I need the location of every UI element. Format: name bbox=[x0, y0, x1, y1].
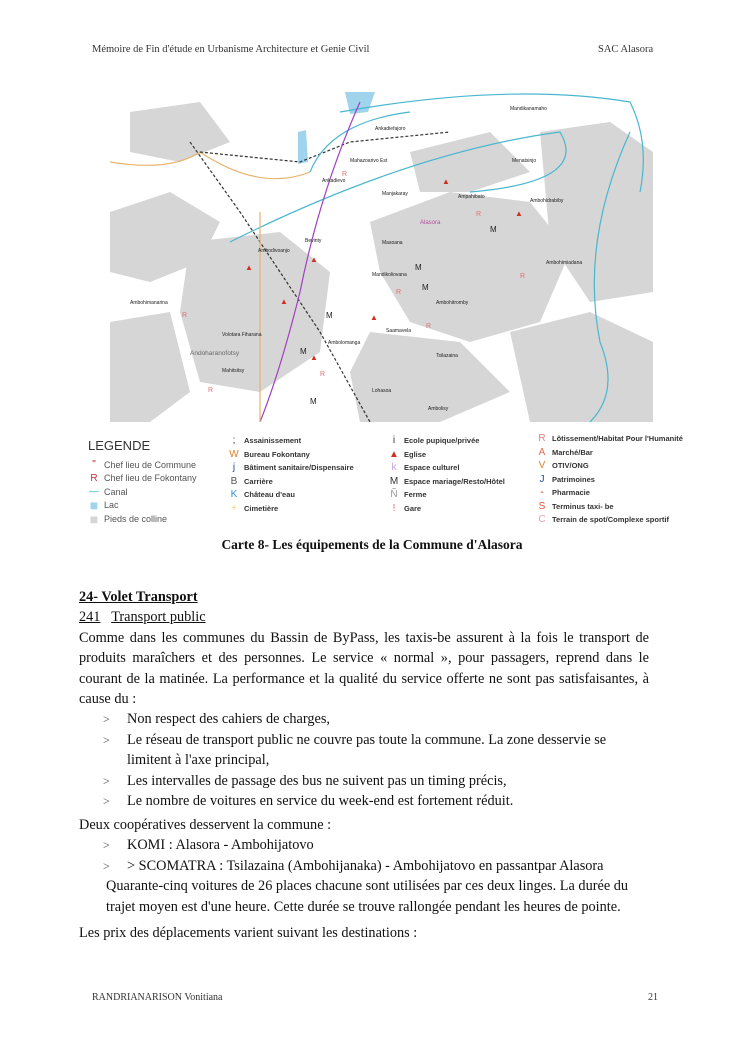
list-item: > Les intervalles de passage des bus ne suivent pas un timing précis, bbox=[79, 771, 649, 791]
legend-item: — Canal bbox=[89, 486, 128, 498]
legend-item: R Chef lieu de Fokontany bbox=[90, 472, 197, 484]
map-caption: Carte 8- Les équipements de la Commune d'Alasora bbox=[221, 537, 523, 552]
place-label: Lohasoa bbox=[372, 388, 392, 394]
subsection-heading: 241 Transport public bbox=[79, 609, 206, 626]
place-label: Ambolisy bbox=[428, 406, 449, 412]
legend-item: B Carrière bbox=[230, 475, 273, 487]
svg-text:▲: ▲ bbox=[280, 297, 288, 306]
list-item: > Non respect des cahiers de charges, bbox=[79, 709, 649, 729]
place-label: Alasora bbox=[420, 220, 441, 226]
place-label: Menatsinjo bbox=[512, 158, 537, 164]
paragraph: Comme dans les communes du Bassin de ByPass, les taxis-be assurent à la fois le transport de produits maraîchers et des personnes. Le service « normal », pour passagers, reprend dans le courant de la matinée. La performance et la qualité du service offerte ne sont pas satisfaisantes, à cause du : bbox=[79, 629, 649, 708]
equipment-map bbox=[110, 92, 653, 422]
svg-text:▲: ▲ bbox=[370, 313, 378, 322]
footer-author: RANDRIANARISON Vonitiana bbox=[92, 992, 223, 1003]
legend-item: j Bâtiment sanitaire/Dispensaire bbox=[232, 462, 354, 474]
svg-text:R: R bbox=[208, 387, 214, 394]
legend-item: ■ Lac bbox=[89, 497, 119, 514]
svg-text:R: R bbox=[520, 273, 526, 280]
svg-text:M: M bbox=[310, 397, 317, 406]
place-label: Mandikoliovana bbox=[372, 272, 407, 278]
legend-item: " Chef lieu de Commune bbox=[92, 459, 197, 471]
place-label: Ambohidrabiby bbox=[530, 198, 564, 204]
header-title: Mémoire de Fin d'étude en Urbanisme Architecture et Genie Civil bbox=[92, 44, 370, 55]
legend-item: S Terminus taxi- be bbox=[538, 500, 614, 512]
svg-text:R: R bbox=[342, 171, 348, 178]
bullet-list bbox=[79, 835, 649, 876]
legend-item: M Espace mariage/Resto/Hôtel bbox=[389, 475, 505, 487]
place-label: Masoana bbox=[382, 240, 403, 246]
svg-text:▲: ▲ bbox=[310, 255, 318, 264]
legend-item: V OTIV/ONG bbox=[538, 460, 589, 472]
svg-text:R: R bbox=[426, 323, 432, 330]
svg-text:M: M bbox=[422, 283, 429, 292]
legend-item: - Pharmacie bbox=[540, 487, 590, 499]
place-label: Ankadiefajoro bbox=[375, 126, 406, 132]
svg-text:R: R bbox=[396, 289, 402, 296]
paragraph: Quarante-cinq voitures de 26 places chacune sont utilisées par ces deux linges. La durée du trajet moyen est d'une heure. Cette durée se trouve rallongée pendant les heures de pointe. bbox=[106, 878, 629, 915]
place-label: Mahitsitsy bbox=[222, 368, 245, 374]
list-item: > > SCOMATRA : Tsilazaina (Ambohijanaka) - Ambohijatovo en passantpar Alasora bbox=[79, 856, 649, 876]
legend-item: W Bureau Fokontany bbox=[229, 448, 310, 460]
place-label: Ambodivoanjo bbox=[258, 248, 290, 254]
svg-text:▲: ▲ bbox=[245, 263, 253, 272]
section-heading: 24- Volet Transport bbox=[79, 589, 198, 605]
place-label: Ankadievo bbox=[322, 178, 346, 184]
header-right: SAC Alasora bbox=[598, 44, 654, 55]
place-label: Ambohimanarina bbox=[130, 300, 168, 306]
list-item: > Le réseau de transport public ne couvre pas toute la commune. La zone desservie se limitent à l'axe principal, bbox=[79, 730, 649, 771]
place-label: Manjakaray bbox=[382, 191, 408, 197]
section-body-2 bbox=[79, 815, 649, 943]
place-label: Bevinty bbox=[305, 238, 322, 244]
svg-text:R: R bbox=[182, 312, 188, 319]
section-body bbox=[79, 587, 649, 811]
svg-text:M: M bbox=[415, 263, 422, 272]
legend-item: ■ Pieds de colline bbox=[89, 510, 168, 527]
legend-item: ! Gare bbox=[392, 502, 422, 514]
paragraph: Deux coopératives desservent la commune : bbox=[79, 817, 332, 833]
place-label: Ambolomanga bbox=[328, 340, 361, 346]
legend-item: ; Assainissement bbox=[232, 435, 302, 447]
legend-item: k Espace culturel bbox=[391, 462, 460, 474]
place-label: Saamavela bbox=[386, 328, 412, 334]
place-label: Tsilazaina bbox=[436, 353, 458, 359]
svg-text:▲: ▲ bbox=[310, 353, 318, 362]
svg-text:M: M bbox=[490, 225, 497, 234]
legend-item: i Ecole pupique/privée bbox=[392, 435, 480, 447]
svg-text:M: M bbox=[326, 311, 333, 320]
svg-text:▲: ▲ bbox=[515, 209, 523, 218]
list-item: > Le nombre de voitures en service du week-end est fortement réduit. bbox=[79, 791, 649, 811]
paragraph: Les prix des déplacements varient suivant les destinations : bbox=[79, 925, 418, 942]
place-label: Volotara Fiharana bbox=[222, 332, 262, 338]
legend-title: LEGENDE bbox=[88, 438, 151, 453]
place-label: Mandikanamaho bbox=[510, 106, 547, 112]
place-label: Ampahibato bbox=[458, 194, 485, 200]
place-label: Ambohimiadana bbox=[546, 260, 583, 266]
svg-text:▲: ▲ bbox=[442, 177, 450, 186]
bullet-list bbox=[79, 709, 649, 811]
place-label: Ambohitromby bbox=[436, 300, 469, 306]
legend-item: R Lôtissement/Habitat Pour l'Humanité bbox=[538, 433, 683, 445]
svg-text:M: M bbox=[300, 347, 307, 356]
legend-item: C Terrain de spot/Complexe sportif bbox=[538, 514, 669, 526]
svg-text:R: R bbox=[476, 211, 482, 218]
legend-item: A Marché/Bar bbox=[538, 446, 593, 458]
legend-item: Ñ Ferme bbox=[390, 489, 427, 501]
legend-item: K Château d'eau bbox=[230, 489, 295, 501]
place-label: Andoharanofotsy bbox=[190, 350, 240, 357]
place-label: Mahazoarivo Est bbox=[350, 158, 388, 164]
list-item: > KOMI : Alasora - Ambohijatovo bbox=[79, 835, 649, 855]
svg-text:R: R bbox=[320, 371, 326, 378]
legend-item: ▲ Eglise bbox=[389, 448, 427, 460]
map-legend bbox=[84, 430, 734, 535]
page-number: 21 bbox=[648, 992, 658, 1003]
legend-item: J Patrimoines bbox=[539, 473, 595, 485]
legend-item: + Cimetière bbox=[231, 502, 279, 514]
